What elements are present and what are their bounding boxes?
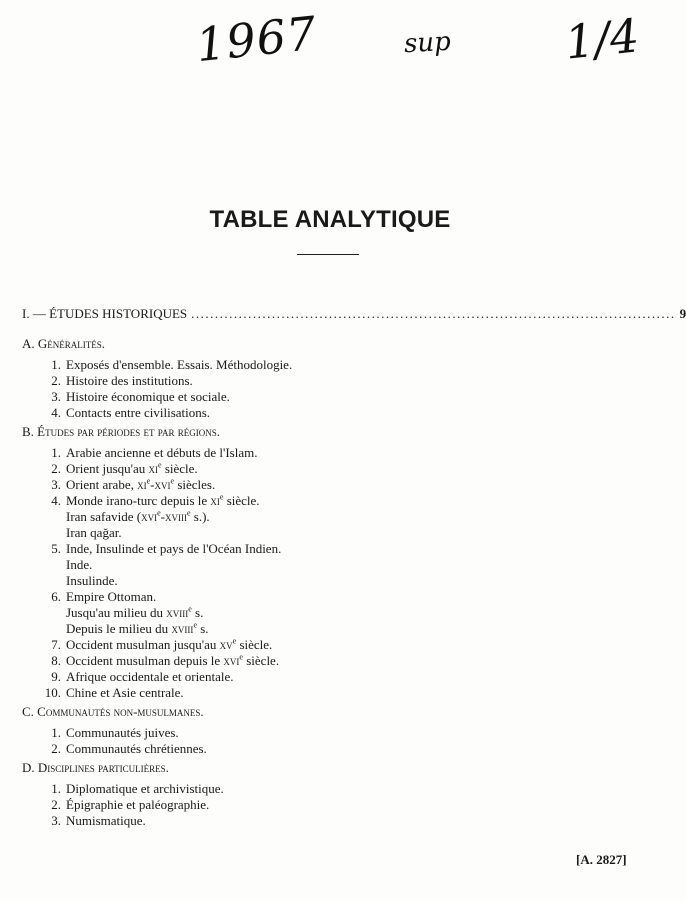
list-subitem [22,621,630,637]
section-a [22,336,630,421]
list-item [22,541,630,557]
section-items [22,357,630,421]
subitem-text: Inde. [66,557,93,572]
section-title: Disciplines particulières. [37,760,169,775]
ordinal-suffix: e [188,604,192,614]
item-text: Communautés juives. [66,725,179,740]
list-item [22,373,630,389]
ordinal-suffix: e [157,508,161,518]
item-text: Arabie ancienne et débuts de l'Islam. [66,445,258,460]
century-numeral: xvi [223,653,240,668]
title-divider [297,254,359,255]
part-heading-row [22,306,686,322]
page-title: TABLE ANALYTIQUE [209,206,451,233]
section-letter: B. [22,424,34,439]
list-item [22,589,630,605]
item-text: Occident musulman depuis le xvi$^e$ siècle. [66,652,280,668]
item-text: Occident musulman jusqu'au $xv^e$ siècle. [66,636,273,652]
item-text: Contacts entre civilisations. [66,405,211,420]
section-heading [22,760,630,776]
subitem-text: Insulinde. [66,573,118,588]
ordinal-suffix: e [193,620,197,630]
item-number: 1. [51,357,61,372]
list-item [22,725,630,741]
section-heading [22,424,630,440]
item-text: Histoire des institutions. [66,373,193,388]
item-text: Communautés chrétiennes. [66,741,207,756]
section-items [22,725,630,757]
item-text: Orient arabe, $xi^e-xvi^e$ siècles. [66,476,216,492]
item-number: 3. [51,477,61,492]
section-b [22,424,630,701]
item-number: 1. [51,445,61,460]
item-text: Exposés d'ensemble. Essais. Méthodologie. [66,357,293,372]
item-number: 2. [51,797,61,812]
item-number: 2. [51,461,61,476]
part-heading: I. — ÉTUDES HISTORIQUES [22,306,188,321]
section-heading [22,336,630,352]
section-heading [22,704,630,720]
section-title: Études par périodes et par régions. [37,424,220,439]
list-item [22,685,630,701]
ordinal-suffix: e [158,460,162,470]
list-subitem [22,605,630,621]
century-numeral: xi [148,461,158,476]
section-letter: D. [22,760,35,775]
ordinal-suffix: e [170,476,175,486]
section-letter: C. [22,704,34,719]
subitem-text: Depuis le milieu du xviii$^e$ s. [66,620,209,636]
century-numeral: xviii [166,605,189,620]
item-text: Afrique occidentale et orientale. [66,669,234,684]
list-item [22,493,630,509]
list-item [22,461,630,477]
item-number: 3. [51,813,61,828]
list-item [22,669,630,685]
page-reference: [A. 2827] [576,852,627,867]
item-text: Histoire économique et sociale. [66,389,230,404]
item-text: Empire Ottoman. [66,589,157,604]
item-number: 7. [51,637,61,652]
table-of-contents [22,306,686,832]
ordinal-suffix: e [232,636,237,646]
subitem-text: Iran qağar. [66,525,122,540]
list-item [22,741,630,757]
list-item [22,477,630,493]
item-number: 4. [51,405,61,420]
list-item [22,637,630,653]
dot-leader: ...................................................................................................... [191,306,676,321]
list-item [22,357,630,373]
century-numeral: xviii [171,621,194,636]
item-text: Orient jusqu'au $xi^e$ siècle. [66,460,198,476]
item-number: 6. [51,589,61,604]
century-numeral: xv [219,637,233,652]
item-number: 5. [51,541,61,556]
item-text: Diplomatique et archivistique. [66,781,224,796]
list-item [22,813,630,829]
section-c [22,704,630,757]
subitem-text: Iran safavide (xvi$^e$-xviii$^e$ s.). [66,508,210,524]
section-title: Communautés non-musulmanes. [37,704,204,719]
ordinal-suffix: e [186,508,191,518]
section-d [22,760,630,829]
item-text: Inde, Insulinde et pays de l'Océan Indien. [66,541,282,556]
ordinal-suffix: e [239,652,243,662]
list-subitem [22,557,630,573]
item-text: Numismatique. [66,813,146,828]
list-item [22,797,630,813]
list-subitem [22,525,630,541]
handwritten-year: 1967 [193,5,320,73]
section-letter: A. [22,336,35,351]
century-numeral: xvi [141,509,158,524]
ordinal-suffix: e [146,476,151,486]
section-items [22,781,630,829]
item-text: Chine et Asie centrale. [66,685,184,700]
century-numeral: xi [137,477,147,492]
item-number: 9. [51,669,61,684]
century-numeral: xi [210,493,220,508]
list-item [22,781,630,797]
list-subitem [22,509,630,525]
item-number: 10. [44,685,61,700]
item-text: Monde irano-turc depuis le $xi^e$ siècle. [66,492,260,508]
section-title: Généralités. [37,336,106,351]
list-item [22,405,630,421]
list-item [22,445,630,461]
item-number: 2. [51,373,61,388]
item-text: Épigraphie et paléographie. [66,797,210,812]
item-number: 4. [51,493,61,508]
item-number: 1. [51,781,61,796]
item-number: 3. [51,389,61,404]
handwritten-part-number: 1/4 [562,8,642,70]
page-number: 9 [679,306,686,321]
century-numeral: xviii [164,509,187,524]
item-number: 2. [51,741,61,756]
item-number: 1. [51,725,61,740]
section-items [22,445,630,701]
century-numeral: xvi [154,477,171,492]
handwritten-supplement-note: sup [403,26,452,60]
list-subitem [22,573,630,589]
item-number: 8. [51,653,61,668]
subitem-text: Jusqu'au milieu du xviii$^e$ s. [66,604,204,620]
list-item [22,653,630,669]
ordinal-suffix: e [219,492,224,502]
list-item [22,389,630,405]
